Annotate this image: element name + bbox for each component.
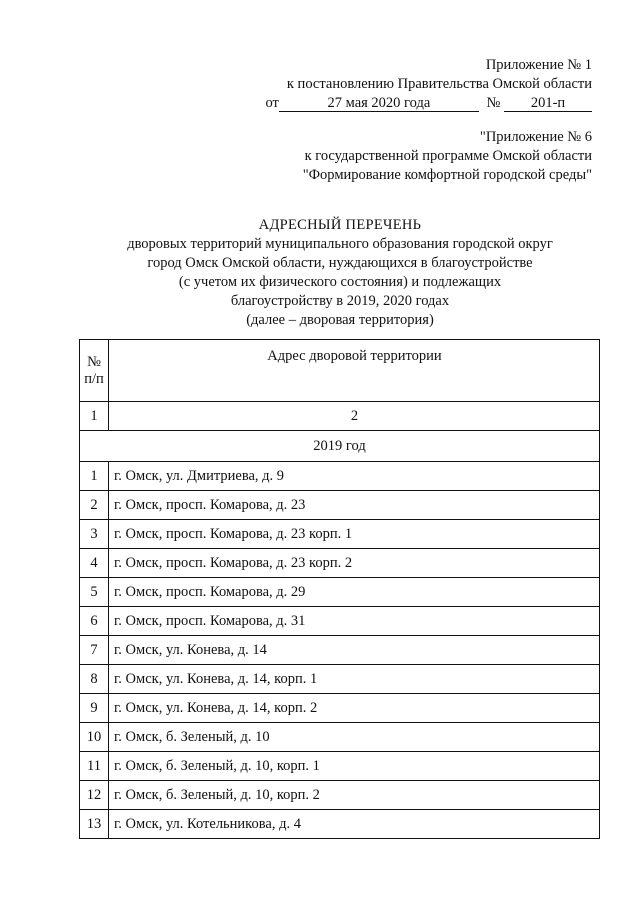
table-row [80, 578, 600, 607]
row-number: 7 [80, 636, 109, 665]
row-number: 12 [80, 781, 109, 810]
row-number: 9 [80, 694, 109, 723]
section-year-row [80, 431, 600, 462]
appendix-1-decree: к постановлению Правительства Омской области [286, 76, 592, 92]
appendix-1-title: Приложение № 1 [485, 57, 592, 73]
appendix-6-program-name: "Формирование комфортной городской среды" [302, 167, 592, 183]
row-address: г. Омск, ул. Конева, д. 14 [109, 636, 600, 665]
row-number: 6 [80, 607, 109, 636]
row-address: г. Омск, б. Зеленый, д. 10, корп. 1 [109, 752, 600, 781]
appendix-6-program: к государственной программе Омской области [304, 148, 592, 164]
row-address: г. Омск, б. Зеленый, д. 10, корп. 2 [109, 781, 600, 810]
appendix-6-title: "Приложение № 6 [479, 129, 592, 145]
title-line: (с учетом их физического состояния) и подлежащих [178, 274, 502, 290]
table-row [80, 810, 600, 839]
column-number-row [80, 402, 600, 431]
title-line: (далее – дворовая территория) [246, 312, 434, 328]
title-line: город Омск Омской области, нуждающихся в благоустройстве [147, 255, 533, 271]
row-number: 10 [80, 723, 109, 752]
address-table [79, 339, 600, 839]
row-address: г. Омск, ул. Конева, д. 14, корп. 1 [109, 665, 600, 694]
title-main: АДРЕСНЫЙ ПЕРЕЧЕНЬ [258, 217, 422, 233]
table-row [80, 549, 600, 578]
appendix-6-header [303, 128, 592, 185]
column-number-2: 2 [109, 402, 600, 431]
row-address: г. Омск, просп. Комарова, д. 31 [109, 607, 600, 636]
row-address: г. Омск, ул. Котельникова, д. 4 [109, 810, 600, 839]
section-year: 2019 год [80, 431, 600, 462]
table-header-row [80, 340, 600, 402]
row-number: 8 [80, 665, 109, 694]
row-address: г. Омск, ул. Дмитриева, д. 9 [109, 462, 600, 491]
row-number: 1 [80, 462, 109, 491]
table-row [80, 752, 600, 781]
row-address: г. Омск, ул. Конева, д. 14, корп. 2 [109, 694, 600, 723]
title-line: благоустройству в 2019, 2020 годах [230, 293, 450, 309]
row-number: 2 [80, 491, 109, 520]
row-number: 13 [80, 810, 109, 839]
decree-date: 27 мая 2020 года [279, 95, 479, 112]
table-row [80, 491, 600, 520]
number-prefix: № [486, 95, 501, 111]
row-address: г. Омск, б. Зеленый, д. 10 [109, 723, 600, 752]
table-row [80, 520, 600, 549]
appendix-1-date-line [266, 94, 593, 113]
table-row [80, 607, 600, 636]
date-prefix: от [265, 95, 279, 111]
header-num: № п/п [80, 340, 109, 402]
row-address: г. Омск, просп. Комарова, д. 23 корп. 2 [109, 549, 600, 578]
table-row [80, 636, 600, 665]
table-row [80, 781, 600, 810]
row-address: г. Омск, просп. Комарова, д. 23 [109, 491, 600, 520]
column-number-1: 1 [80, 402, 109, 431]
header-address: Адрес дворовой территории [109, 340, 600, 402]
table-row [80, 723, 600, 752]
decree-number: 201-п [504, 95, 592, 112]
row-number: 5 [80, 578, 109, 607]
row-number: 3 [80, 520, 109, 549]
appendix-1-header [266, 56, 593, 113]
table-row [80, 462, 600, 491]
row-number: 4 [80, 549, 109, 578]
row-number: 11 [80, 752, 109, 781]
table-row [80, 665, 600, 694]
document-title [80, 216, 600, 330]
row-address: г. Омск, просп. Комарова, д. 23 корп. 1 [109, 520, 600, 549]
row-address: г. Омск, просп. Комарова, д. 29 [109, 578, 600, 607]
table-row [80, 694, 600, 723]
title-line: дворовых территорий муниципального образования городской округ [127, 236, 553, 252]
